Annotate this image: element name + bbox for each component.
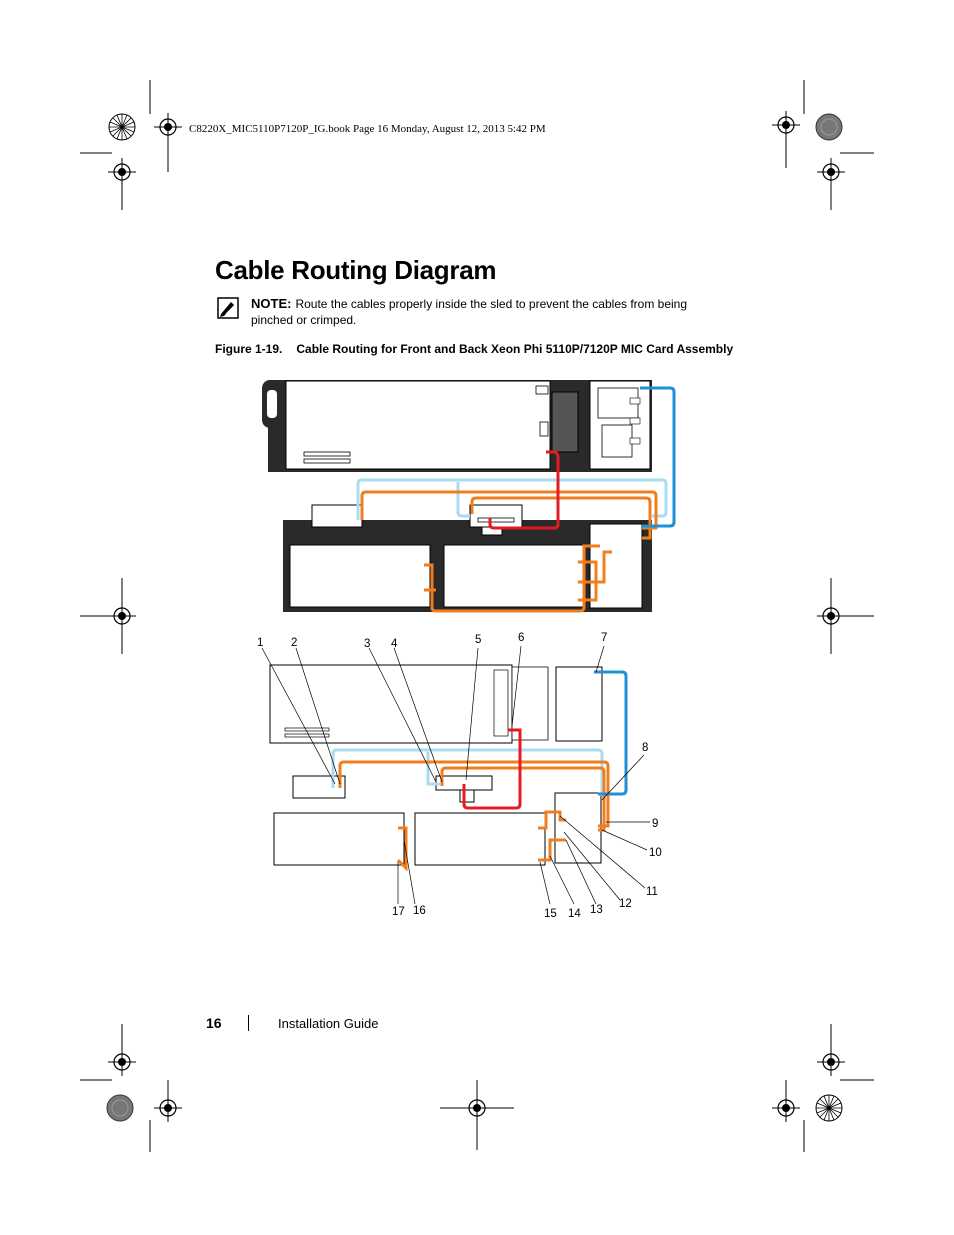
figure-caption-text: Cable Routing for Front and Back Xeon Phi 5110P/7120P MIC Card Assembly [296, 342, 734, 356]
figure-number: Figure 1-19. [215, 342, 283, 356]
callout-5: 5 [475, 634, 482, 646]
callout-17: 17 [392, 906, 405, 918]
callout-13: 13 [590, 904, 603, 916]
note-label: NOTE: [251, 296, 292, 311]
callout-2: 2 [291, 637, 298, 649]
book-file-info: C8220X_MIC5110P7120P_IG.book Page 16 Monday, August 12, 2013 5:42 PM [189, 123, 546, 135]
callout-3: 3 [364, 638, 371, 650]
callout-15: 15 [544, 908, 557, 920]
footer-divider [248, 1015, 249, 1031]
callout-11: 11 [646, 886, 658, 898]
note-body: Route the cables properly inside the sled to prevent the cables from being pinched or crimped. [251, 297, 688, 327]
callout-16: 16 [413, 905, 426, 917]
callout-12: 12 [619, 898, 632, 910]
page-title: Cable Routing Diagram [215, 255, 497, 285]
callout-1: 1 [257, 637, 264, 649]
callout-9: 9 [652, 818, 659, 830]
callout-6: 6 [518, 632, 525, 644]
callout-8: 8 [642, 742, 649, 754]
callout-14: 14 [568, 908, 581, 920]
page-number: 16 [206, 1015, 222, 1031]
exploded-assembly [257, 632, 662, 920]
callout-7: 7 [601, 632, 608, 644]
callout-10: 10 [649, 847, 662, 859]
front-sled-assembly [262, 380, 674, 612]
footer-guide-label: Installation Guide [278, 1016, 379, 1031]
callout-4: 4 [391, 638, 398, 650]
